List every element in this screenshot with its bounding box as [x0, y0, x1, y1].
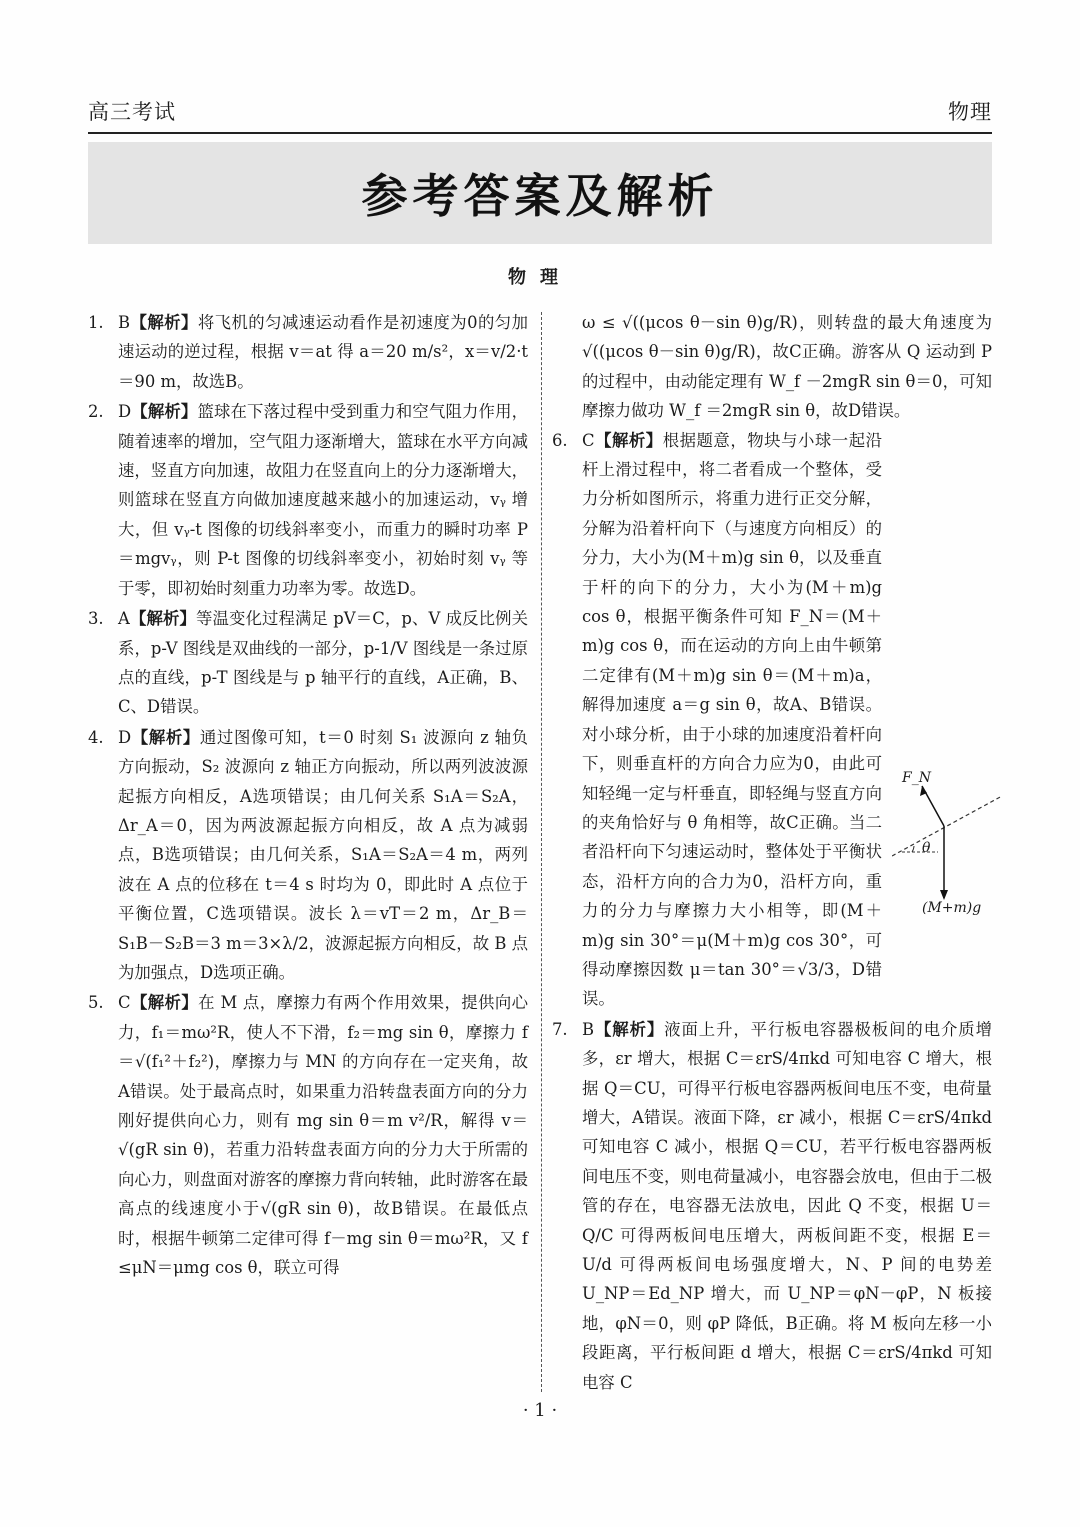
- answer-letter: B: [118, 313, 131, 333]
- answer-number: 7.: [552, 1019, 568, 1039]
- analysis-tag: 【解析】: [131, 402, 198, 422]
- header-exam-name: 高三考试: [88, 100, 176, 124]
- left-column: [88, 308, 528, 1283]
- answer-number: 3.: [88, 609, 104, 629]
- angle-arc: [912, 846, 914, 852]
- answer-text: 在 M 点，摩擦力有两个作用效果，提供向心力，f₁＝mω²R，使人不下滑，f₂＝mg sin θ，摩擦力 f＝√(f₁²＋f₂²)，摩擦力与 MN 的方向存在一定夹角，故A错误。处于最高点时，如果重力沿转盘表面方向的分力刚好提供向心力，则有 mg sin θ＝m v²/R，解得 v＝√(gR sin θ)，若重力沿转盘表面方向的分力大于所需的向心力，则盘面对游客的摩擦力背向转轴，此时游客在最高点的线速度小于√(gR sin θ)，故B错误。在最低点时，根据牛顿第二定律可得 f－mg sin θ＝mω²R，又 f ≤μN＝μmg cos θ，联立可得: [118, 993, 529, 1278]
- answer-letter: C: [582, 430, 595, 450]
- angle-label: θ: [922, 840, 931, 856]
- answer-item-7: [552, 1015, 992, 1397]
- weight-label: (M+m)g: [922, 900, 982, 916]
- title-banner: [88, 142, 992, 244]
- analysis-tag: 【解析】: [594, 1019, 665, 1039]
- answer-item-2: [88, 397, 528, 603]
- answer-number: 2.: [88, 402, 104, 422]
- incline-line: [892, 796, 1002, 856]
- answer-text: 篮球在下落过程中受到重力和空气阻力作用，随着速率的增加，空气阻力逐渐增大，篮球在水平方向减速，竖直方向加速，故阻力在竖直向上的分力逐渐增大，则篮球在竖直方向做加速度越来越小的加速运动，vᵧ 增大，但 vᵧ-t 图像的切线斜率变小，而重力的瞬时功率 P＝mgvᵧ，则 P-t 图像的切线斜率变小，初始时刻 vᵧ 等于零，即初始时刻重力功率为零。故选D。: [118, 402, 529, 598]
- analysis-tag: 【解析】: [130, 993, 199, 1013]
- answer-text: 液面上升，平行板电容器极板间的电介质增多，εr 增大，根据 C＝εrS/4πkd 可知电容 C 增大，根据 Q＝CU，可得平行板电容器两板间电压不变，电荷量增大，A错误。液面下降，εr 减小，根据 C＝εrS/4πkd 可知电容 C 减小，根据 Q＝CU，若平行板电容器两板间电压不变，则电荷量减小，电容器会放电，但由于二极管的存在，电容器无法放电，因此 Q 不变，根据 U＝Q/C 可得两板间电压增大，两板间距不变，根据 E＝U/d 可得两板间电场强度增大，N、P 间的电势差 U_NP＝Ed_NP 增大，而 U_NP＝φN－φP，N 板接地，φN＝0，则 φP 降低，B正确。将 M 板向左移一小段距离，平行板间距 d 增大，根据 C＝εrS/4πkd 可知电容 C: [582, 1019, 993, 1392]
- page-title: 参考答案及解析: [361, 169, 719, 223]
- page-number: · 1 ·: [522, 1400, 558, 1421]
- answer-letter: B: [582, 1019, 595, 1039]
- column-divider: [541, 312, 542, 1392]
- answer-letter: C: [118, 993, 131, 1013]
- answer-5-continued: ω ≤ √((μcos θ－sin θ)g/R)，则转盘的最大角速度为 √((μcos θ－sin θ)g/R)，故C正确。游客从 Q 运动到 P 的过程中，由动能定理有 W_f －2mgR sin θ＝0，可知摩擦力做功 W_f ＝2mgR sin θ，故D错误。: [582, 313, 992, 421]
- answer-item-4: [88, 723, 528, 988]
- answer-text: 将飞机的匀减速运动看作是初速度为0的匀加速运动的逆过程，根据 v＝at 得 a＝20 m/s²，x＝v/2·t＝90 m，故选B。: [118, 313, 528, 391]
- answer-letter: D: [118, 727, 132, 747]
- header-rule: [88, 132, 992, 134]
- analysis-tag: 【解析】: [594, 430, 663, 450]
- answer-item-5: [88, 988, 528, 1282]
- force-diagram: [892, 768, 1002, 928]
- answer-item-3: [88, 604, 528, 722]
- answer-letter: D: [118, 402, 132, 422]
- analysis-tag: 【解析】: [131, 727, 200, 747]
- analysis-tag: 【解析】: [129, 609, 196, 629]
- answer-text: 等温变化过程满足 pV＝C，p、V 成反比例关系，p-V 图线是双曲线的一部分，p-1/V 图线是一条过原点的直线，p-T 图线是与 p 轴平行的直线，A正确，B、C、D错误。: [118, 609, 528, 717]
- answer-number: 1.: [88, 313, 104, 332]
- answer-text: 根据题意，物块与小球一起沿杆上滑过程中，将二者看成一个整体，受力分析如图所示，将重力进行正交分解，分解为沿着杆向下（与速度方向相反）的分力，大小为(M＋m)g sin θ，以及垂直于杆的向下的分力，大小为(M＋m)g cos θ，根据平衡条件可知 F_N＝(M＋m)g cos θ，而在运动的方向上由牛顿第二定律有(M＋m)g sin θ＝(M＋m)a，解得加速度 a＝g sin θ，故A、B错误。对小球分析，由于小球的加速度沿着杆向下，则垂直杆的方向合力应为0，由此可知轻绳一定与杆垂直，即轻绳与竖直方向的夹角恰好与 θ 角相等，故C正确。当二者沿杆向下匀速运动时，整体处于平衡状态，沿杆方向的合力为0，沿杆方向，重力的分力与摩擦力大小相等，即(M＋m)g sin 30°＝μ(M＋m)g cos 30°，可得动摩擦因数 μ＝tan 30°＝√3/3，D错误。: [582, 430, 883, 1009]
- subject-heading: 物理: [508, 267, 572, 288]
- weight-arrowhead: [940, 890, 948, 900]
- header-subject: 物理: [948, 100, 992, 124]
- answer-number: 6.: [552, 430, 568, 450]
- answer-text: 通过图像可知，t＝0 时刻 S₁ 波源向 z 轴负方向振动，S₂ 波源向 z 轴正方向振动，所以两列波波源起振方向相反，A选项错误；由几何关系 S₁A＝S₂A，Δr_A＝0，因为两波源起振方向相反，故 A 点为减弱点，B选项错误；由几何关系，S₁A＝S₂A＝4 m，两列波在 A 点的位移在 t＝4 s 时均为 0，即此时 A 点位于平衡位置，C选项错误。波长 λ＝vT＝2 m，Δr_B＝S₁B－S₂B＝3 m＝3×λ/2，波源起振方向相反，故 B 点为加强点，D选项正确。: [118, 727, 529, 982]
- answer-letter: A: [118, 609, 130, 629]
- answer-item-1: [88, 308, 528, 396]
- normal-force-label: F_N: [902, 770, 931, 786]
- answer-number: 5.: [88, 993, 104, 1013]
- answer-number: 4.: [88, 727, 104, 747]
- analysis-tag: 【解析】: [130, 313, 198, 333]
